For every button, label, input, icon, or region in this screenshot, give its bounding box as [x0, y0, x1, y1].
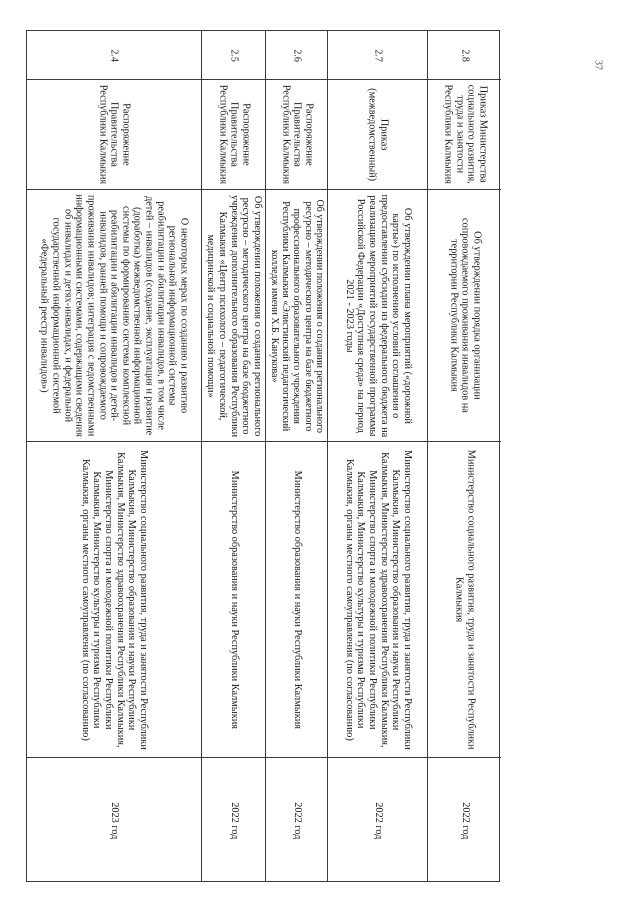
doc-title: Об утверждении плана мероприятий («дорожной карты») по исполнению условий соглашения о предоставлении субсидии из федерального бюджета на реализацию мероприятий государственной программы Российской Федерации «Доступная среда» на период 2021 - 2023 годы — [343, 193, 413, 437]
row-number-cell — [328, 31, 427, 79]
doc-type: Приказ Министерства социального развития, труда и занятости Республики Калмыкия — [441, 84, 488, 184]
deadline: 2022 год — [459, 801, 471, 839]
doc-title: Об утверждении порядка организации сопровождаемого проживания инвалидов на территории Республики Калмыкия — [447, 218, 482, 413]
doc-title-cell — [27, 189, 201, 441]
responsible: Министерство социального развития, труда и занятости Республики Калмыкия, Министерство образования и науки Республики Калмыкия, Министерство здравоохранения Республики Калмыкия, Министерство спорта и молодежной политики Республики Калмыкия, Министерство культуры и туризма Республики Калмыкия, органы местного самоуправления (по согласованию) — [343, 449, 413, 750]
row-number: 2.6 — [291, 48, 303, 62]
doc-title-cell — [428, 189, 501, 441]
row-number-cell — [27, 31, 201, 79]
row-number-cell — [266, 31, 327, 79]
doc-type-cell — [202, 79, 265, 189]
doc-title: Об утверждении положения о создании регионального ресурсно – методического центра на базе бюджетного учреждения дополнительного образования Республики Калмыкия «Центр психолого – педагогической, медицинской и социальной помощи» — [205, 194, 263, 437]
row-number: 2.8 — [459, 48, 471, 62]
table-row — [428, 31, 501, 881]
responsible: Министерство образования и науки Республики Калмыкия — [291, 470, 303, 729]
deadline: 2022 год — [228, 801, 240, 839]
row-number: 2.4 — [108, 48, 120, 62]
doc-title: Об утверждении положения о создании регионального ресурсно – методического центра на базе бюджетного профессионального образовательного учреждения Республики Калмыкия «Элистинский педагогический колледж имени Х.Б. Канукова» — [268, 198, 325, 433]
deadline: 2022 год — [291, 801, 303, 839]
table-row — [27, 31, 202, 881]
row-number: 2.5 — [228, 48, 240, 62]
table-row — [202, 31, 266, 881]
doc-type: Распоряжение Правительства Республики Калмыкия — [216, 84, 251, 185]
page-number: 37 — [592, 60, 604, 70]
responsible-cell — [27, 441, 201, 757]
doc-type: Распоряжение Правительства Республики Калмыкия — [97, 84, 132, 185]
deadline-cell — [428, 757, 501, 883]
doc-type-cell — [428, 79, 501, 189]
doc-type-cell — [266, 79, 327, 189]
doc-type: Приказ (межведомственный) — [366, 88, 390, 182]
responsible: Министерство социального развития, труда и занятости Республики Калмыкия — [453, 449, 477, 750]
responsible-cell — [202, 441, 265, 757]
deadline: 2022 год — [372, 801, 384, 839]
doc-title-cell — [328, 189, 427, 441]
responsible-cell — [266, 441, 327, 757]
responsible-cell — [328, 441, 427, 757]
deadline-cell — [27, 757, 201, 883]
deadline: 2023 год — [108, 801, 120, 839]
deadline-cell — [266, 757, 327, 883]
responsible: Министерство социального развития, труда и занятости Республики Калмыкия, Министерство образования и науки Республики Калмыкия, Министерство здравоохранения Республики Калмыкия, Министерство спорта и молодежной политики Республики Калмыкия, Министерство культуры и туризма Республики Калмыкия, органы местного самоуправления (по согласованию) — [79, 449, 149, 750]
responsible: Министерство образования и науки Республики Калмыкия — [228, 470, 240, 729]
doc-type-cell — [27, 79, 201, 189]
row-number-cell — [428, 31, 501, 79]
doc-title-cell — [202, 189, 265, 441]
responsible-cell — [428, 441, 501, 757]
deadline-cell — [328, 757, 427, 883]
doc-type: Распоряжение Правительства Республики Калмыкия — [279, 84, 314, 185]
deadline-cell — [202, 757, 265, 883]
doc-type-cell — [328, 79, 427, 189]
row-number: 2.7 — [372, 48, 384, 62]
table-row — [266, 31, 328, 881]
row-number-cell — [202, 31, 265, 79]
document-table — [26, 30, 500, 882]
doc-title: О некоторых мерах по созданию и развитию региональной информационной системы реабилитации и абилитации инвалидов, в том числе детей – инвалидов (создание, эксплуатация и развитие (доработка) межведомственной информационной системы по формированию системы комплексной реабилитации и абилитации инвалидов и детей-инвалидов, ранней помощи и сопровождаемого проживания инвалидов; интеграция с ведомственными информационными системами, содержащими сведения об инвалидах и детях-инвалидах, и федеральной государственной информационной системой «Федеральный реестр инвалидов») — [39, 194, 190, 438]
doc-title-cell — [266, 189, 327, 441]
table-row — [328, 31, 428, 881]
